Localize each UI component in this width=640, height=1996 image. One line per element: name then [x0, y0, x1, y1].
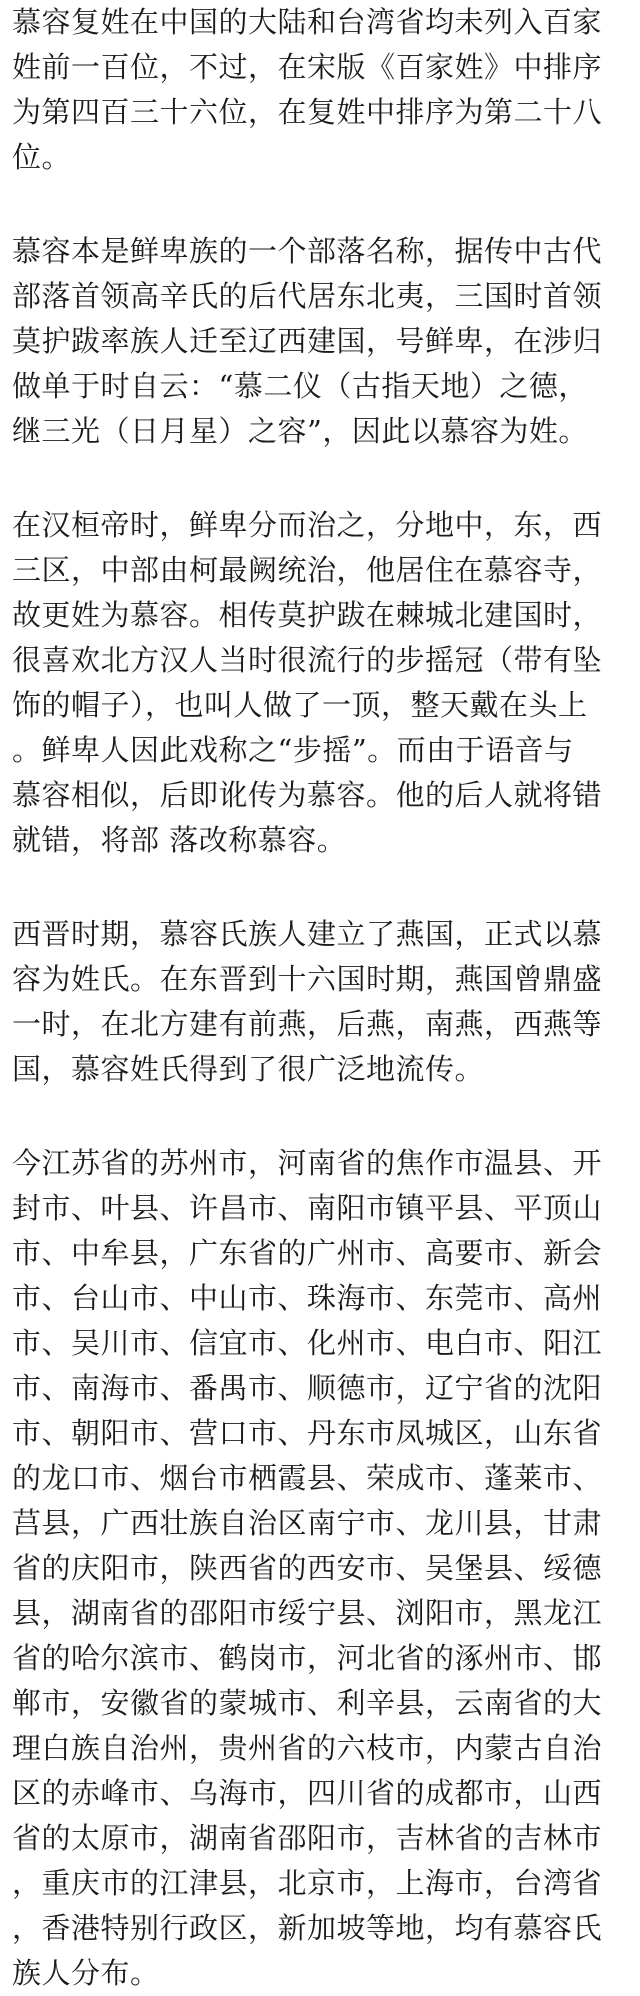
text-line: 市、吴川市、信宜市、化州市、电白市、阳江 [12, 1326, 603, 1360]
text-line: 在汉桓帝时，鲜卑分而治之，分地中，东，西 [12, 508, 603, 542]
text-line: 市、中牟县，广东省的广州市、高要市、新会 [12, 1236, 603, 1270]
paragraph-gap [12, 180, 632, 229]
text-line: 莒县，广西壮族自治区南宁市、龙川县，甘肃 [12, 1506, 603, 1540]
text-line: 一时，在北方建有前燕，后燕，南燕，西燕等 [12, 1007, 603, 1041]
text-line: 莫护跋率族人迁至辽西建国，号鲜卑，在涉归 [12, 324, 603, 358]
paragraph-4 [12, 912, 632, 1092]
text-line: 族人分布。 [12, 1956, 160, 1990]
paragraph-gap [12, 1092, 632, 1141]
text-line: 做单于时自云：“慕二仪（古指天地）之德， [12, 369, 588, 403]
text-line: 就错，将部 落改称慕容。 [12, 823, 347, 857]
text-line: 三区，中部由柯最阙统治，他居住在慕容寺， [12, 553, 603, 587]
text-line: 市、朝阳市、营口市、丹东市凤城区，山东省 [12, 1416, 603, 1450]
text-line: 饰的帽子），也叫人做了一顶，整天戴在头上 [12, 688, 588, 722]
text-line: 姓前一百位，不过，在宋版《百家姓》中排序 [12, 50, 603, 84]
text-line: 市、台山市、中山市、珠海市、东莞市、高州 [12, 1281, 603, 1315]
paragraph-1 [12, 0, 632, 180]
paragraph-gap [12, 863, 632, 912]
text-line: 西晋时期，慕容氏族人建立了燕国，正式以慕 [12, 917, 603, 951]
text-line: 省的太原市，湖南省邵阳市，吉林省的吉林市 [12, 1821, 603, 1855]
text-line: 很喜欢北方汉人当时很流行的步摇冠（带有坠 [12, 643, 603, 677]
text-line: 封市、叶县、许昌市、南阳市镇平县、平顶山 [12, 1191, 603, 1225]
text-line: 郸市，安徽省的蒙城市、利辛县，云南省的大 [12, 1686, 603, 1720]
paragraph-5 [12, 1141, 632, 1996]
text-line: 省的哈尔滨市、鹤岗市，河北省的涿州市、邯 [12, 1641, 603, 1675]
text-line: 县，湖南省的邵阳市绥宁县、浏阳市，黑龙江 [12, 1596, 603, 1630]
text-line: 位。 [12, 140, 72, 174]
text-line: 慕容本是鲜卑族的一个部落名称，据传中古代 [12, 234, 603, 268]
text-line: 故更姓为慕容。相传莫护跋在棘城北建国时， [12, 598, 603, 632]
text-line: 的龙口市、烟台市栖霞县、荣成市、蓬莱市、 [12, 1461, 603, 1495]
text-line: 国，慕容姓氏得到了很广泛地流传。 [12, 1052, 485, 1086]
text-line: 容为姓氏。在东晋到十六国时期，燕国曾鼎盛 [12, 962, 603, 996]
text-line: 区的赤峰市、乌海市，四川省的成都市，山西 [12, 1776, 603, 1810]
text-line: 继三光（日月星）之容”，因此以慕容为姓。 [12, 414, 588, 448]
text-line: 。鲜卑人因此戏称之“步摇”。而由于语音与 [12, 733, 574, 767]
text-line: ，重庆市的江津县，北京市，上海市，台湾省 [12, 1866, 603, 1900]
text-line: 慕容复姓在中国的大陆和台湾省均未列入百家 [12, 5, 603, 39]
paragraph-2 [12, 229, 632, 454]
text-line: ，香港特别行政区，新加坡等地，均有慕容氏 [12, 1911, 603, 1945]
paragraph-3 [12, 503, 632, 863]
text-line: 今江苏省的苏州市，河南省的焦作市温县、开 [12, 1146, 603, 1180]
text-line: 部落首领高辛氏的后代居东北夷，三国时首领 [12, 279, 603, 313]
text-line: 为第四百三十六位，在复姓中排序为第二十八 [12, 95, 603, 129]
text-line: 慕容相似，后即讹传为慕容。他的后人就将错 [12, 778, 603, 812]
text-line: 理白族自治州，贵州省的六枝市，内蒙古自治 [12, 1731, 603, 1765]
text-line: 省的庆阳市，陕西省的西安市、吴堡县、绥德 [12, 1551, 603, 1585]
text-line: 市、南海市、番禺市、顺德市，辽宁省的沈阳 [12, 1371, 603, 1405]
paragraph-gap [12, 454, 632, 503]
